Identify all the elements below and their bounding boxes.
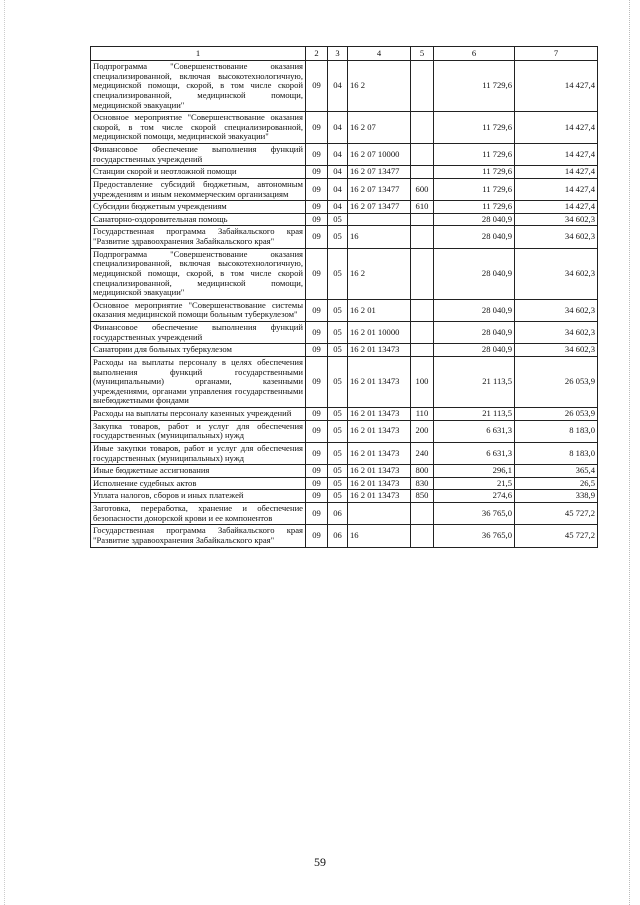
amount-year2-cell: 14 427,4 (515, 178, 598, 200)
section-code-cell: 09 (306, 248, 328, 299)
subsection-code-cell: 05 (328, 299, 348, 321)
scan-edge-right (628, 0, 630, 905)
target-article-cell: 16 2 01 13473 (348, 477, 411, 490)
amount-year1-cell: 11 729,6 (434, 112, 515, 144)
amount-year2-cell: 365,4 (515, 465, 598, 478)
target-article-cell: 16 2 01 10000 (348, 322, 411, 344)
target-article-cell (348, 213, 411, 226)
expense-type-cell: 600 (411, 178, 434, 200)
section-code-cell: 09 (306, 525, 328, 547)
target-article-cell: 16 2 01 13473 (348, 465, 411, 478)
amount-year2-cell: 8 183,0 (515, 442, 598, 464)
subsection-code-cell: 05 (328, 226, 348, 248)
amount-year2-cell: 14 427,4 (515, 201, 598, 214)
amount-year2-cell: 34 602,3 (515, 344, 598, 357)
section-code-cell: 09 (306, 213, 328, 226)
target-article-cell: 16 2 07 (348, 112, 411, 144)
header-cell: 7 (515, 47, 598, 61)
amount-year1-cell: 21 113,5 (434, 408, 515, 421)
target-article-cell: 16 2 01 (348, 299, 411, 321)
expense-type-cell (411, 525, 434, 547)
table-row (91, 477, 598, 490)
table-row (91, 420, 598, 442)
amount-year2-cell: 26 053,9 (515, 356, 598, 407)
target-article-cell: 16 2 (348, 61, 411, 112)
row-name-cell: Предоставление субсидий бюджетным, автономным учреждениям и иным некоммерческим организациям (91, 178, 306, 200)
subsection-code-cell: 04 (328, 144, 348, 166)
table-row (91, 144, 598, 166)
amount-year1-cell: 11 729,6 (434, 178, 515, 200)
expense-type-cell (411, 61, 434, 112)
row-name-cell: Уплата налогов, сборов и иных платежей (91, 490, 306, 503)
target-article-cell: 16 (348, 525, 411, 547)
header-cell: 6 (434, 47, 515, 61)
amount-year1-cell: 36 765,0 (434, 503, 515, 525)
table-row (91, 525, 598, 547)
subsection-code-cell: 05 (328, 442, 348, 464)
amount-year2-cell: 26,5 (515, 477, 598, 490)
section-code-cell: 09 (306, 490, 328, 503)
section-code-cell: 09 (306, 344, 328, 357)
table-row (91, 299, 598, 321)
expense-type-cell: 800 (411, 465, 434, 478)
expense-type-cell (411, 166, 434, 179)
subsection-code-cell: 05 (328, 248, 348, 299)
row-name-cell: Финансовое обеспечение выполнения функций государственных учреждений (91, 144, 306, 166)
subsection-code-cell: 06 (328, 503, 348, 525)
expense-type-cell (411, 344, 434, 357)
subsection-code-cell: 06 (328, 525, 348, 547)
table-row (91, 112, 598, 144)
amount-year2-cell: 45 727,2 (515, 525, 598, 547)
amount-year2-cell: 34 602,3 (515, 322, 598, 344)
table-row (91, 178, 598, 200)
expense-type-cell: 610 (411, 201, 434, 214)
amount-year1-cell: 28 040,9 (434, 248, 515, 299)
header-cell: 1 (91, 47, 306, 61)
table-row (91, 213, 598, 226)
section-code-cell: 09 (306, 166, 328, 179)
row-name-cell: Субсидии бюджетным учреждениям (91, 201, 306, 214)
table-row (91, 166, 598, 179)
section-code-cell: 09 (306, 408, 328, 421)
amount-year1-cell: 6 631,3 (434, 442, 515, 464)
header-cell: 4 (348, 47, 411, 61)
target-article-cell: 16 2 07 13477 (348, 166, 411, 179)
subsection-code-cell: 05 (328, 477, 348, 490)
table-row (91, 201, 598, 214)
expense-type-cell: 830 (411, 477, 434, 490)
table-row (91, 408, 598, 421)
subsection-code-cell: 04 (328, 61, 348, 112)
row-name-cell: Санатории для больных туберкулезом (91, 344, 306, 357)
row-name-cell: Санаторно-оздоровительная помощь (91, 213, 306, 226)
amount-year2-cell: 338,9 (515, 490, 598, 503)
amount-year1-cell: 28 040,9 (434, 322, 515, 344)
row-name-cell: Государственная программа Забайкальского края "Развитие здравоохранения Забайкальского края" (91, 525, 306, 547)
subsection-code-cell: 04 (328, 201, 348, 214)
scan-edge-left (4, 0, 6, 905)
expense-type-cell: 850 (411, 490, 434, 503)
expense-type-cell: 240 (411, 442, 434, 464)
row-name-cell: Расходы на выплаты персоналу в целях обеспечения выполнения функций государственными (муниципальными) органами, казенными учреждениями, органами управления государственными внебюджетными фондами (91, 356, 306, 407)
amount-year2-cell: 34 602,3 (515, 226, 598, 248)
amount-year1-cell: 274,6 (434, 490, 515, 503)
section-code-cell: 09 (306, 178, 328, 200)
amount-year2-cell: 34 602,3 (515, 213, 598, 226)
section-code-cell: 09 (306, 503, 328, 525)
section-code-cell: 09 (306, 322, 328, 344)
subsection-code-cell: 04 (328, 178, 348, 200)
table-row (91, 442, 598, 464)
target-article-cell: 16 2 01 13473 (348, 356, 411, 407)
row-name-cell: Иные закупки товаров, работ и услуг для обеспечения государственных (муниципальных) нужд (91, 442, 306, 464)
row-name-cell: Подпрограмма "Совершенствование оказания специализированной, включая высокотехнологичную, медицинской помощи, скорой, в том числе скорой специализированной, медицинской помощи, медицинской эвакуации" (91, 248, 306, 299)
expense-type-cell: 100 (411, 356, 434, 407)
subsection-code-cell: 05 (328, 420, 348, 442)
row-name-cell: Государственная программа Забайкальского края "Развитие здравоохранения Забайкальского края" (91, 226, 306, 248)
subsection-code-cell: 05 (328, 490, 348, 503)
expense-type-cell (411, 112, 434, 144)
expense-type-cell (411, 213, 434, 226)
subsection-code-cell: 05 (328, 408, 348, 421)
target-article-cell: 16 2 01 13473 (348, 408, 411, 421)
expense-type-cell (411, 322, 434, 344)
target-article-cell: 16 2 01 13473 (348, 442, 411, 464)
table-row (91, 490, 598, 503)
row-name-cell: Заготовка, переработка, хранение и обеспечение безопасности донорской крови и ее компонентов (91, 503, 306, 525)
amount-year1-cell: 28 040,9 (434, 213, 515, 226)
amount-year1-cell: 36 765,0 (434, 525, 515, 547)
target-article-cell: 16 (348, 226, 411, 248)
section-code-cell: 09 (306, 226, 328, 248)
target-article-cell: 16 2 07 10000 (348, 144, 411, 166)
row-name-cell: Финансовое обеспечение выполнения функций государственных учреждений (91, 322, 306, 344)
row-name-cell: Закупка товаров, работ и услуг для обеспечения государственных (муниципальных) нужд (91, 420, 306, 442)
amount-year1-cell: 21 113,5 (434, 356, 515, 407)
amount-year1-cell: 11 729,6 (434, 166, 515, 179)
amount-year1-cell: 6 631,3 (434, 420, 515, 442)
budget-table (90, 46, 598, 548)
target-article-cell: 16 2 01 13473 (348, 344, 411, 357)
target-article-cell: 16 2 01 13473 (348, 490, 411, 503)
amount-year1-cell: 11 729,6 (434, 61, 515, 112)
section-code-cell: 09 (306, 477, 328, 490)
header-cell: 5 (411, 47, 434, 61)
amount-year2-cell: 34 602,3 (515, 299, 598, 321)
amount-year2-cell: 8 183,0 (515, 420, 598, 442)
expense-type-cell: 200 (411, 420, 434, 442)
expense-type-cell (411, 226, 434, 248)
target-article-cell: 16 2 07 13477 (348, 201, 411, 214)
table-header-row (91, 47, 598, 61)
target-article-cell: 16 2 01 13473 (348, 420, 411, 442)
table-row (91, 356, 598, 407)
amount-year1-cell: 28 040,9 (434, 344, 515, 357)
row-name-cell: Основное мероприятие "Совершенствование оказания скорой, в том числе скорой специализированной, медицинской помощи, медицинской эвакуации" (91, 112, 306, 144)
row-name-cell: Исполнение судебных актов (91, 477, 306, 490)
table-row (91, 61, 598, 112)
amount-year2-cell: 34 602,3 (515, 248, 598, 299)
page-number: 59 (314, 855, 326, 869)
section-code-cell: 09 (306, 61, 328, 112)
table-row (91, 248, 598, 299)
row-name-cell: Расходы на выплаты персоналу казенных учреждений (91, 408, 306, 421)
table-row (91, 322, 598, 344)
table-row (91, 344, 598, 357)
amount-year1-cell: 296,1 (434, 465, 515, 478)
section-code-cell: 09 (306, 356, 328, 407)
row-name-cell: Основное мероприятие "Совершенствование системы оказания медицинской помощи больным туберкулезом" (91, 299, 306, 321)
subsection-code-cell: 05 (328, 344, 348, 357)
amount-year1-cell: 28 040,9 (434, 299, 515, 321)
subsection-code-cell: 05 (328, 213, 348, 226)
section-code-cell: 09 (306, 201, 328, 214)
header-cell: 2 (306, 47, 328, 61)
section-code-cell: 09 (306, 442, 328, 464)
section-code-cell: 09 (306, 144, 328, 166)
subsection-code-cell: 05 (328, 322, 348, 344)
row-name-cell: Станции скорой и неотложной помощи (91, 166, 306, 179)
header-cell: 3 (328, 47, 348, 61)
amount-year2-cell: 14 427,4 (515, 166, 598, 179)
amount-year2-cell: 14 427,4 (515, 61, 598, 112)
subsection-code-cell: 05 (328, 465, 348, 478)
amount-year1-cell: 28 040,9 (434, 226, 515, 248)
subsection-code-cell: 05 (328, 356, 348, 407)
amount-year2-cell: 14 427,4 (515, 112, 598, 144)
target-article-cell (348, 503, 411, 525)
section-code-cell: 09 (306, 465, 328, 478)
table-row (91, 503, 598, 525)
expense-type-cell (411, 299, 434, 321)
amount-year2-cell: 26 053,9 (515, 408, 598, 421)
section-code-cell: 09 (306, 420, 328, 442)
amount-year1-cell: 21,5 (434, 477, 515, 490)
expense-type-cell (411, 144, 434, 166)
expense-type-cell (411, 503, 434, 525)
subsection-code-cell: 04 (328, 166, 348, 179)
row-name-cell: Подпрограмма "Совершенствование оказания специализированной, включая высокотехнологичную, медицинской помощи, скорой, в том числе скорой специализированной, медицинской помощи, медицинской эвакуации" (91, 61, 306, 112)
amount-year2-cell: 45 727,2 (515, 503, 598, 525)
table-body (91, 47, 598, 548)
section-code-cell: 09 (306, 112, 328, 144)
target-article-cell: 16 2 07 13477 (348, 178, 411, 200)
subsection-code-cell: 04 (328, 112, 348, 144)
table-row (91, 226, 598, 248)
amount-year1-cell: 11 729,6 (434, 201, 515, 214)
section-code-cell: 09 (306, 299, 328, 321)
expense-type-cell (411, 248, 434, 299)
table-row (91, 465, 598, 478)
amount-year2-cell: 14 427,4 (515, 144, 598, 166)
expense-type-cell: 110 (411, 408, 434, 421)
row-name-cell: Иные бюджетные ассигнования (91, 465, 306, 478)
target-article-cell: 16 2 (348, 248, 411, 299)
amount-year1-cell: 11 729,6 (434, 144, 515, 166)
